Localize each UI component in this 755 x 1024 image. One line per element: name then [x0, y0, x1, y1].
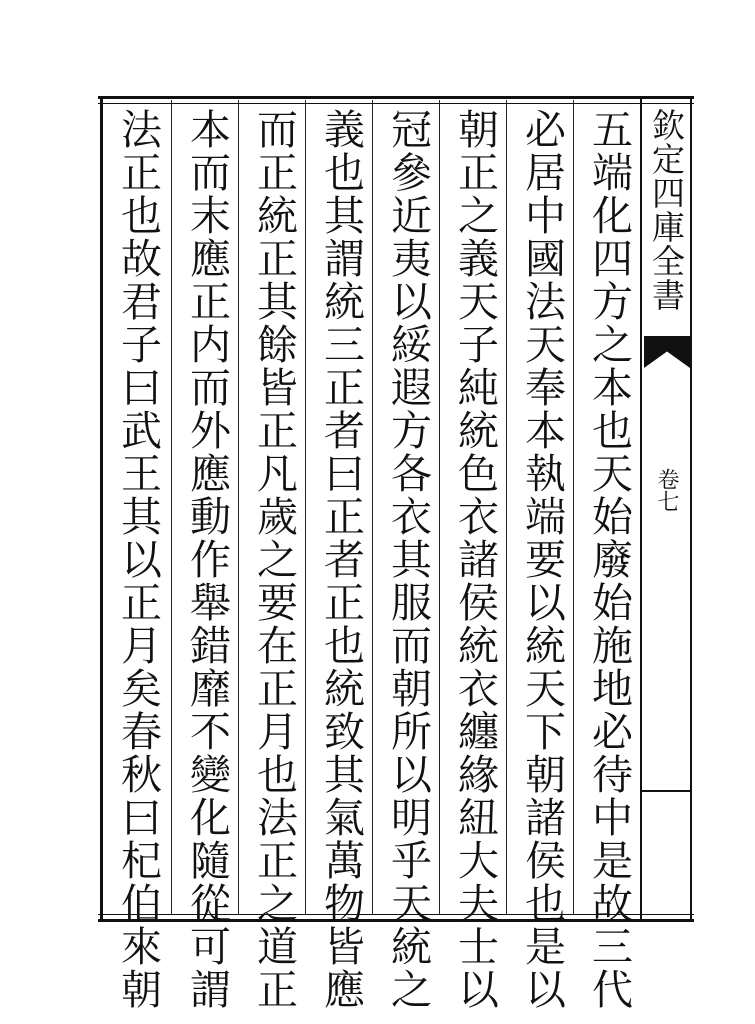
- frame-inner-right-border: [640, 96, 642, 922]
- frame-outer-right-border: [690, 96, 692, 922]
- text-column-5: 義也其謂統三正者曰正者正也統致其氣萬物皆應: [317, 108, 365, 1011]
- text-column-7: 本而末應正内而外應動作舉錯靡不變化隨從可謂: [183, 108, 231, 1011]
- frame-left-border: [100, 96, 103, 922]
- column-divider: [305, 100, 306, 914]
- text-column-4: 冠參近夷以綏遐方各衣其服而朝所以明乎天統之: [384, 108, 432, 1011]
- text-column-3: 朝正之義天子純統色衣諸侯統衣纏緣紐大夫士以: [451, 108, 499, 1011]
- text-column-2: 必居中國法天奉本執端要以統天下朝諸侯也是以: [518, 108, 566, 1011]
- column-divider: [171, 100, 172, 914]
- text-column-1: 五端化四方之本也天始廢始施地必待中是故三代: [585, 108, 633, 1011]
- text-column-6: 而正統正其餘皆正凡歲之要在正月也法正之道正: [250, 108, 298, 1011]
- column-divider: [238, 100, 239, 914]
- margin-rule: [642, 790, 690, 792]
- margin-volume-label: 卷七: [654, 468, 679, 512]
- column-divider: [372, 100, 373, 914]
- frame-top-border: [98, 96, 694, 104]
- text-column-8: 法正也故君子曰武王其以正月矣春秋曰杞伯來朝: [114, 108, 162, 1011]
- fishtail-mark: [644, 338, 690, 368]
- margin-rule: [644, 336, 690, 338]
- column-divider: [506, 100, 507, 914]
- column-divider: [573, 100, 574, 914]
- margin-book-title: 欽定四庫全書: [647, 108, 686, 312]
- column-divider: [439, 100, 440, 914]
